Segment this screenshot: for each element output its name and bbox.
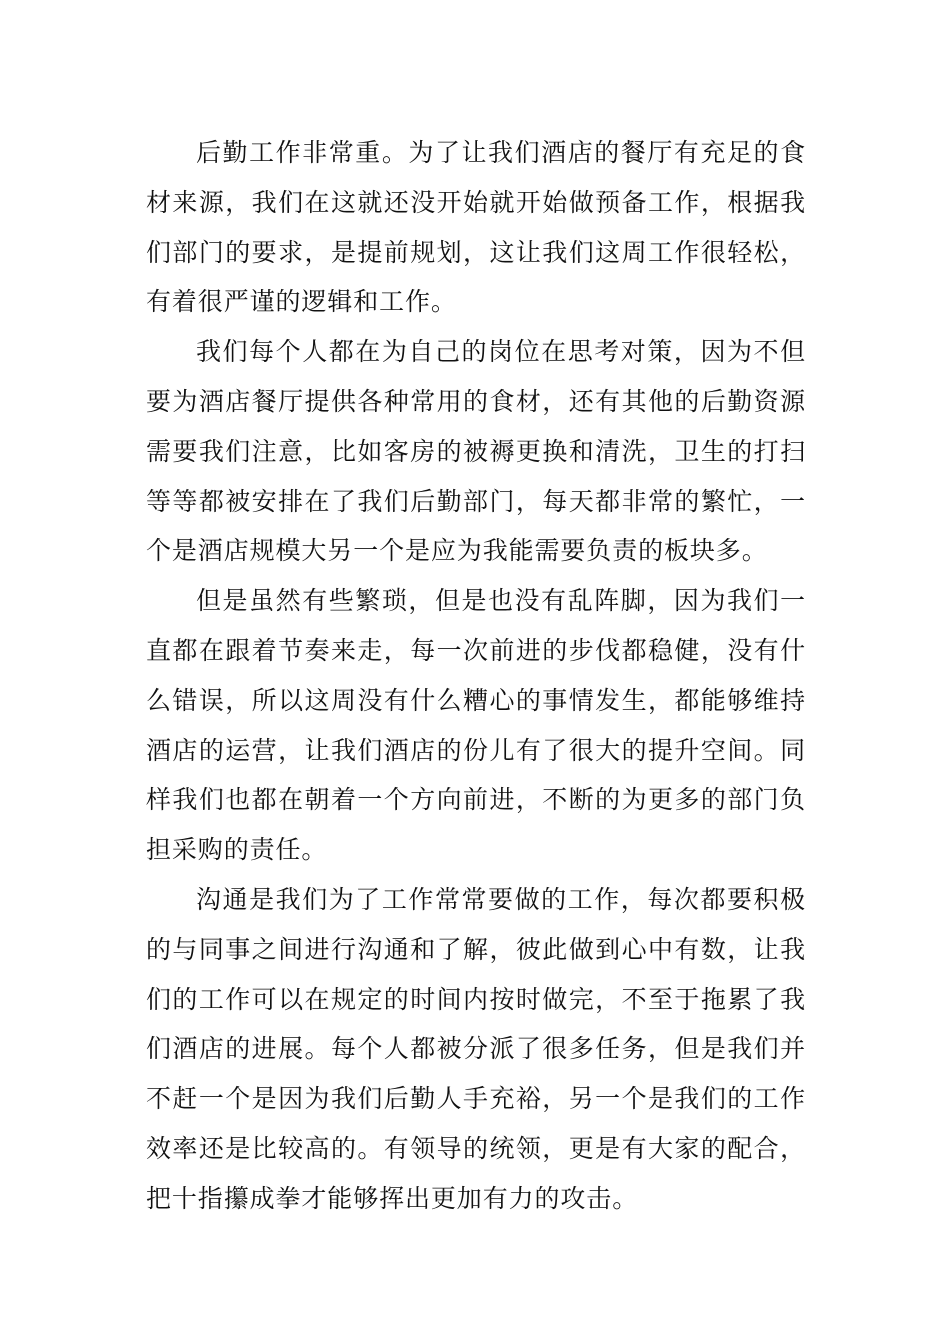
document-body [146, 128, 806, 1224]
paragraph-1: 后勤工作非常重。为了让我们酒店的餐厅有充足的食材来源，我们在这就还没开始就开始做预备工作，根据我们部门的要求，是提前规划，这让我们这周工作很轻松，有着很严谨的逻辑和工作。 [146, 138, 806, 317]
paragraph-2: 我们每个人都在为自己的岗位在思考对策，因为不但要为酒店餐厅提供各种常用的食材，还有其他的后勤资源需要我们注意，比如客房的被褥更换和清洗，卫生的打扫等等都被安排在了我们后勤部门，每天都非常的繁忙，一个是酒店规模大另一个是应为我能需要负责的板块多。 [146, 337, 806, 566]
paragraph-3: 但是虽然有些繁琐，但是也没有乱阵脚，因为我们一直都在跟着节奏来走，每一次前进的步伐都稳健，没有什么错误，所以这周没有什么糟心的事情发生，都能够维持酒店的运营，让我们酒店的份儿有了很大的提升空间。同样我们也都在朝着一个方向前进，不断的为更多的部门负担采购的责任。 [146, 586, 806, 865]
paragraph-4: 沟通是我们为了工作常常要做的工作，每次都要积极的与同事之间进行沟通和了解，彼此做到心中有数，让我们的工作可以在规定的时间内按时做完，不至于拖累了我们酒店的进展。每个人都被分派了很多任务，但是我们并不赶一个是因为我们后勤人手充裕，另一个是我们的工作效率还是比较高的。有领导的统领，更是有大家的配合，把十指攥成拳才能够挥出更加有力的攻击。 [146, 884, 806, 1213]
